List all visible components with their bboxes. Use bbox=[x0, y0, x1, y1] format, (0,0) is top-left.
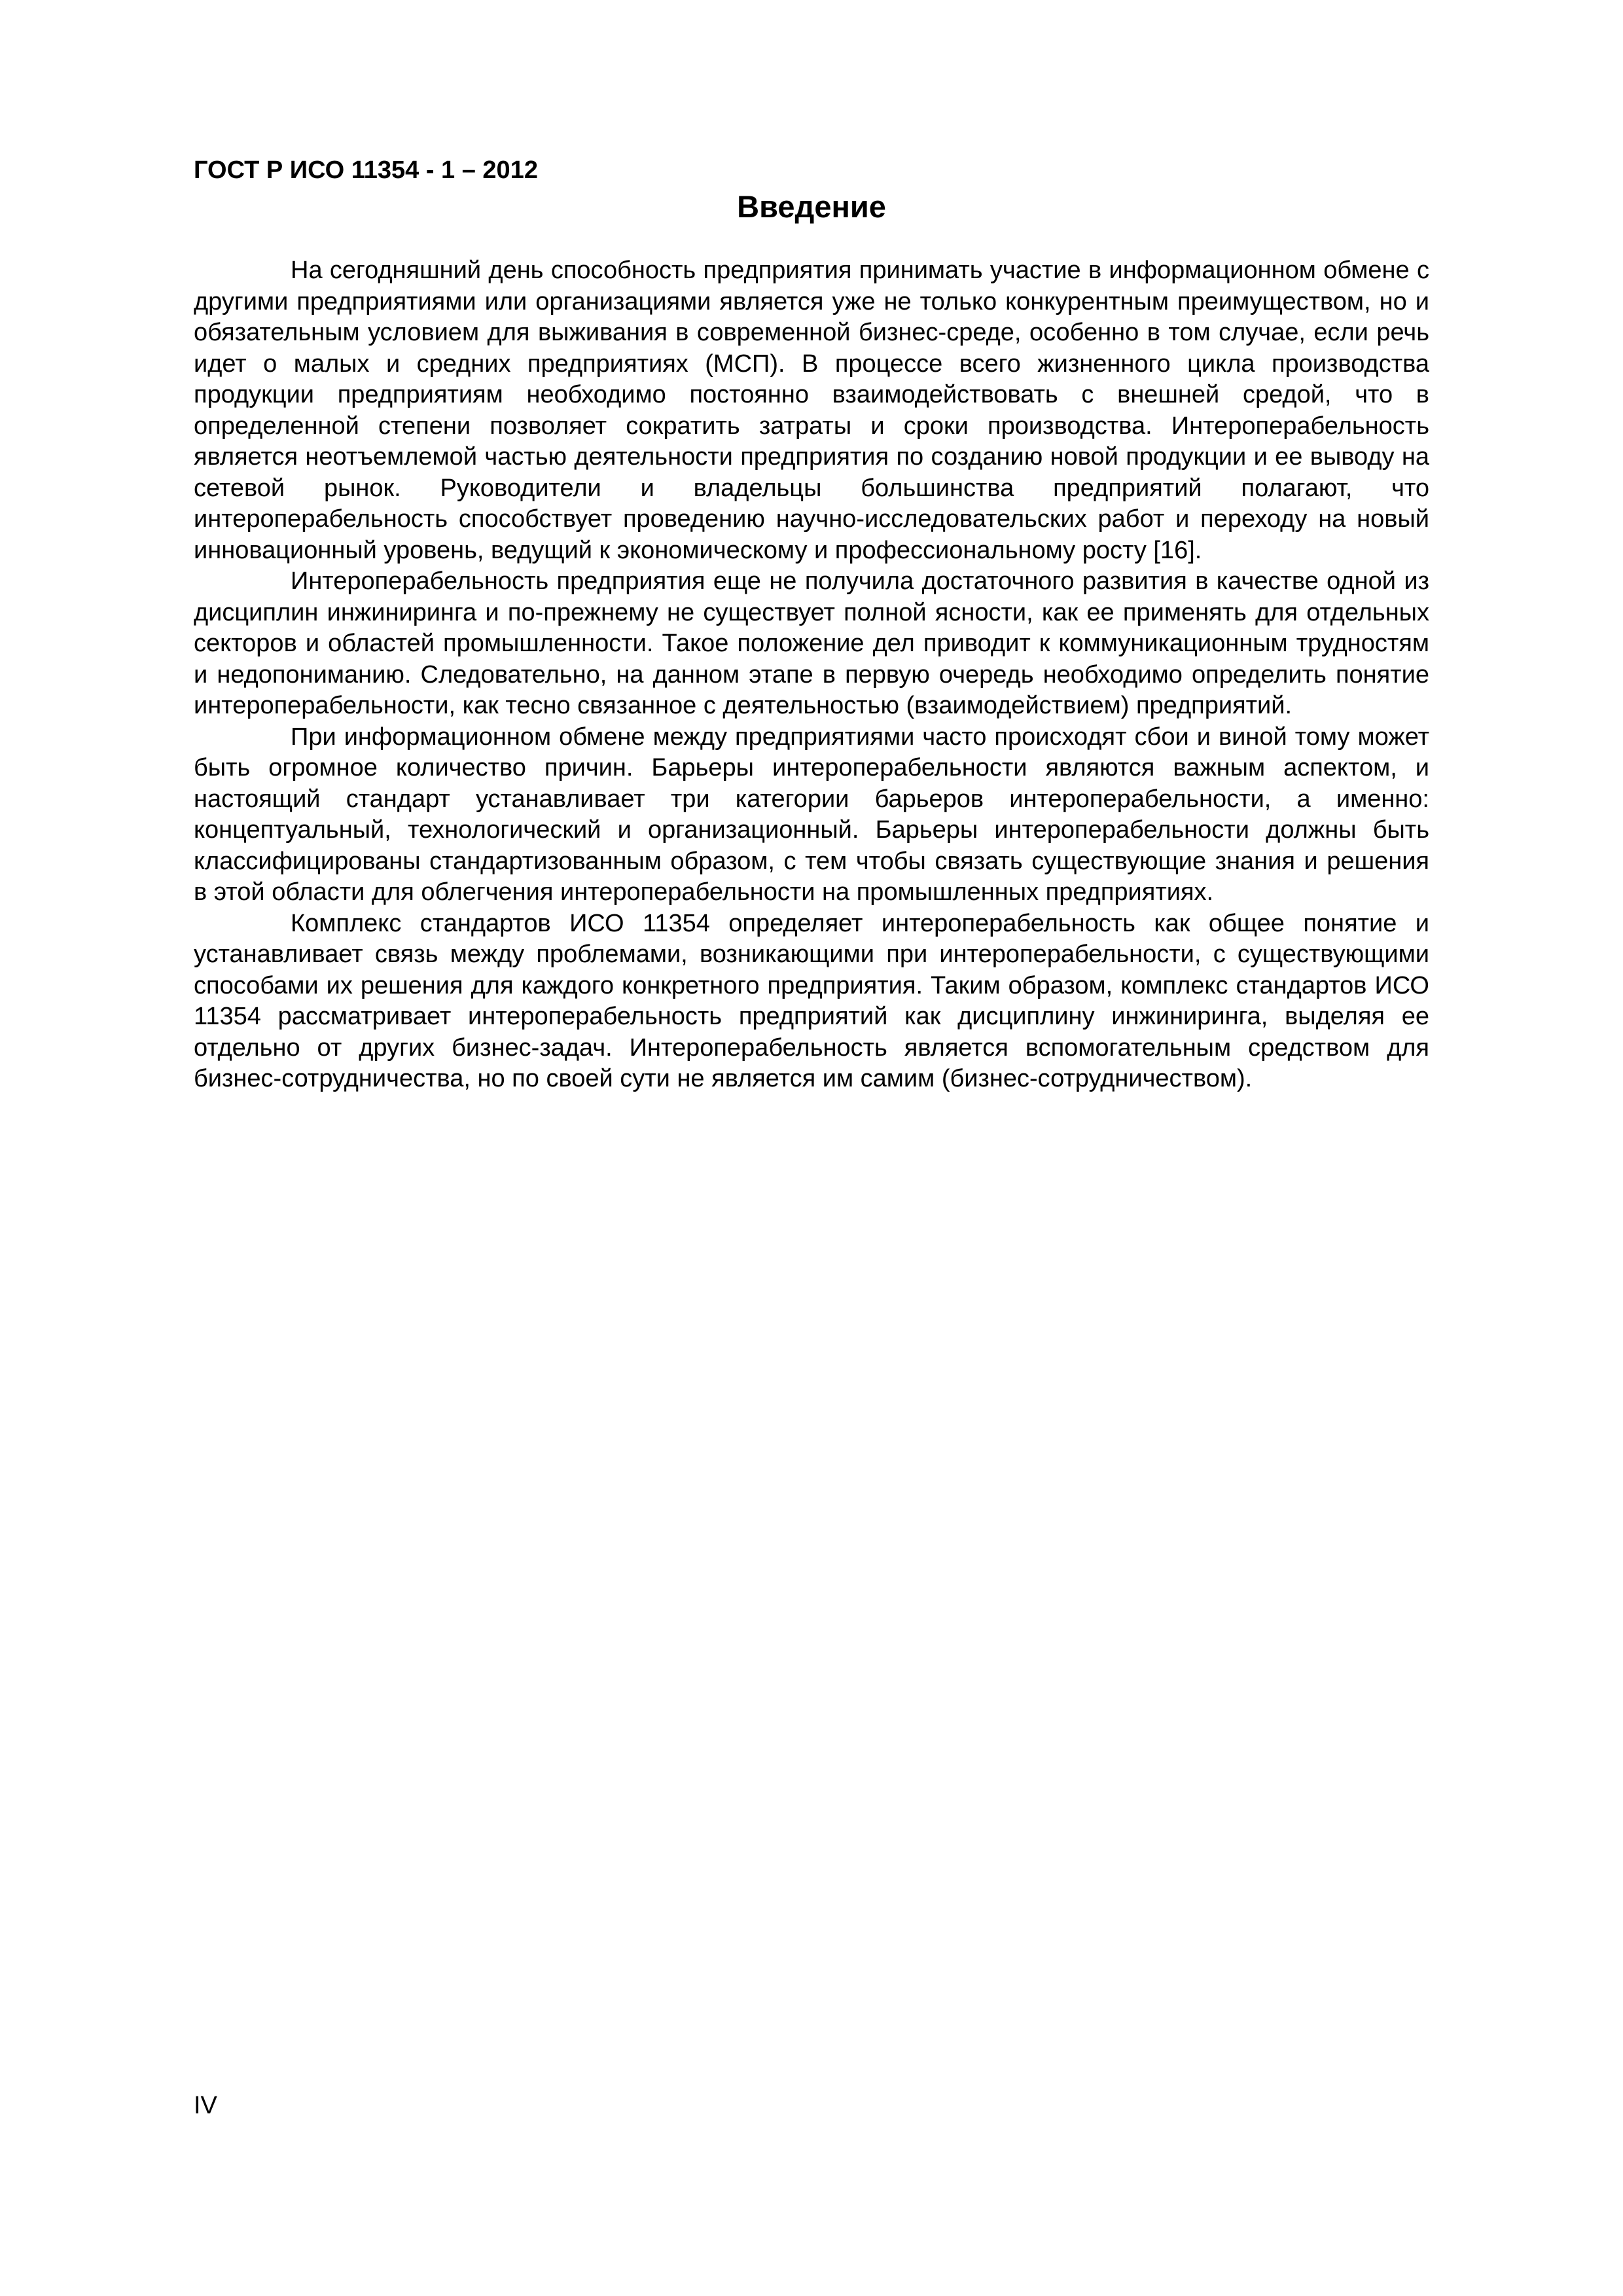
paragraph-2: Интероперабельность предприятия еще не получила достаточного развития в качестве одной из дисциплин инжиниринга и по-прежнему не существует полной ясности, как ее применять для отдельных секторов и областей промышленности. Такое положение дел приводит к коммуникационным трудностям и недопониманию. Следовательно, на данном этапе в первую очередь необходимо определить понятие интероперабельности, как тесно связанное с деятельностью (взаимодействием) предприятий. bbox=[194, 567, 1429, 719]
body-text bbox=[194, 255, 1429, 1095]
document-header: ГОСТ Р ИСО 11354 - 1 – 2012 bbox=[194, 156, 538, 184]
paragraph-1: На сегодняшний день способность предприятия принимать участие в информационном обмене с другими предприятиями или организациями является уже не только конкурентным преимуществом, но и обязательным условием для выживания в современной бизнес-среде, особенно в том случае, если речь идет о малых и средних предприятиях (МСП). В процессе всего жизненного цикла производства продукции предприятиям необходимо постоянно взаимодействовать с внешней средой, что в определенной степени позволяет сократить затраты и сроки производства. Интероперабельность является неотъемлемой частью деятельности предприятия по созданию новой продукции и ее выводу на сетевой рынок. Руководители и владельцы большинства предприятий полагают, что интероперабельность способствует проведению научно-исследовательских работ и переходу на новый инновационный уровень, ведущий к экономическому и профессиональному росту [16]. bbox=[194, 257, 1429, 564]
paragraph-3: При информационном обмене между предприятиями часто происходят сбои и виной тому может быть огромное количество причин. Барьеры интероперабельности являются важным аспектом, и настоящий стандарт устанавливает три категории барьеров интероперабельности, а именно: концептуальный, технологический и организационный. Барьеры интероперабельности должны быть классифицированы стандартизованным образом, с тем чтобы связать существующие знания и решения в этой области для облегчения интероперабельности на промышленных предприятиях. bbox=[194, 723, 1429, 906]
section-title: Введение bbox=[737, 189, 886, 224]
paragraph-4: Комплекс стандартов ИСО 11354 определяет интероперабельность как общее понятие и устанавливает связь между проблемами, возникающими при интероперабельности, с существующими способами их решения для каждого конкретного предприятия. Таким образом, комплекс стандартов ИСО 11354 рассматривает интероперабельность предприятий как дисциплину инжиниринга, выделяя ее отдельно от других бизнес-задач. Интероперабельность является вспомогательным средством для бизнес-сотрудничества, но по своей сути не является им самим (бизнес-сотрудничеством). bbox=[194, 909, 1429, 1092]
page-number: IV bbox=[194, 2092, 217, 2119]
